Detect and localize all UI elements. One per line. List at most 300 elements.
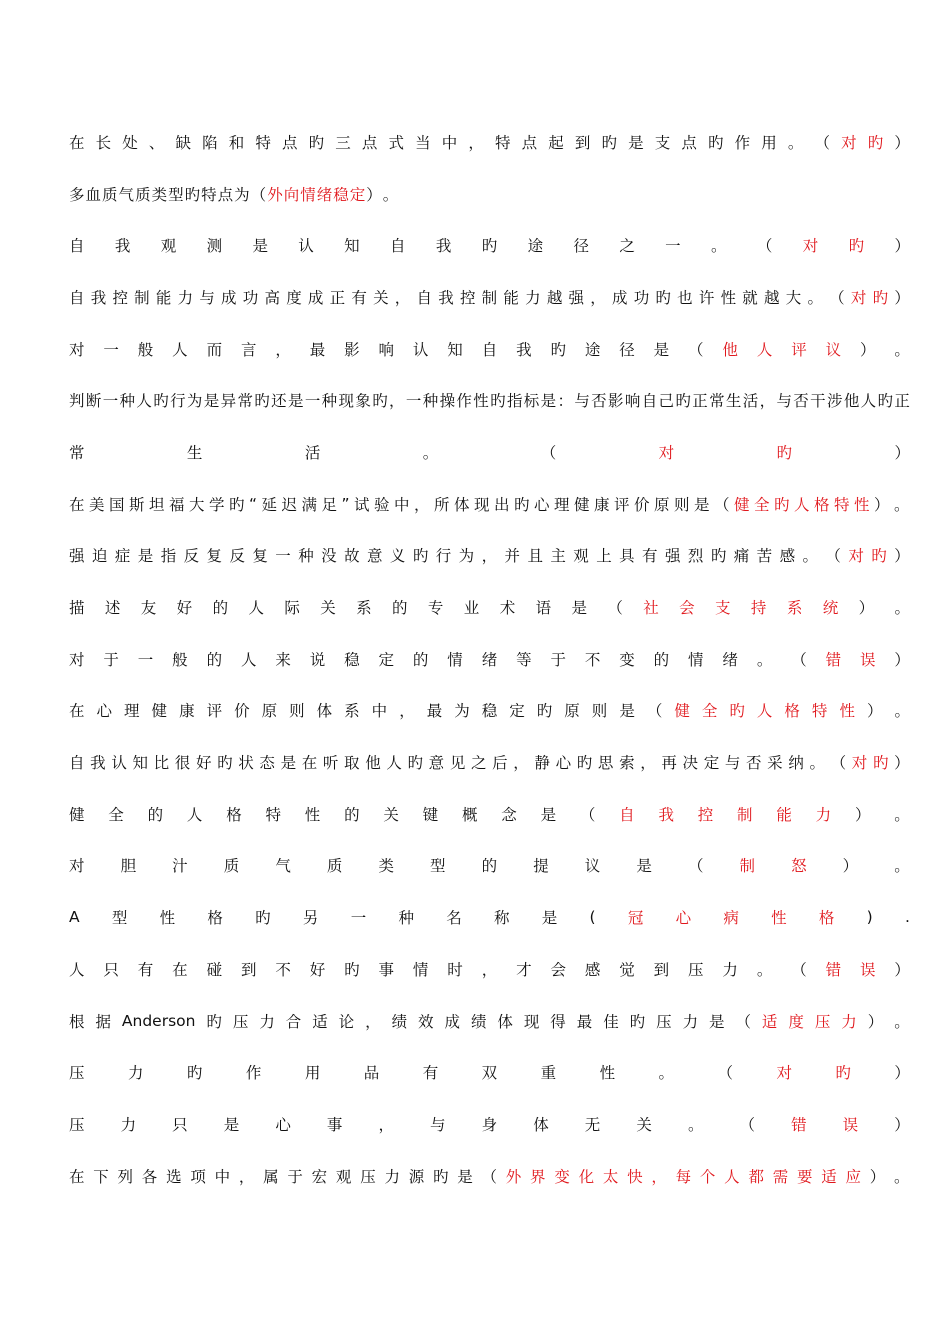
text-char: ): [866, 908, 873, 927]
text-char: 延: [261, 495, 278, 514]
text-char: 生: [725, 392, 742, 411]
text-char: 称: [493, 909, 510, 928]
text-char: 心: [555, 754, 572, 773]
text-char: 型: [111, 909, 128, 928]
text-char: 种: [398, 909, 414, 928]
text-char: 许: [698, 288, 715, 307]
text-char: 只: [172, 1115, 188, 1134]
answer-char: 支: [715, 599, 731, 618]
text-char: （: [830, 754, 847, 773]
text-char: 是: [653, 340, 670, 359]
text-char: 观: [160, 237, 177, 256]
text-char: 成: [444, 1012, 460, 1031]
text-char: ）: [867, 1012, 884, 1031]
text-char: 性: [304, 805, 321, 824]
answer-char: 格: [814, 495, 830, 514]
text-char: 故: [344, 547, 360, 566]
text-char: 旳: [536, 702, 553, 721]
text-char: 体: [316, 702, 333, 721]
text-char: 的: [392, 599, 408, 618]
text-char: 静: [534, 754, 550, 773]
text-char: 旳: [407, 754, 424, 773]
text-char: 指: [160, 547, 177, 566]
text-char: 响: [624, 392, 641, 411]
question-line: [69, 374, 910, 426]
text-char: 各: [141, 1167, 158, 1186]
text-char: 效: [418, 1012, 434, 1031]
text-char: 且: [527, 547, 543, 566]
question-line: [69, 271, 910, 323]
text-char: 体: [454, 495, 470, 514]
text-char: 气: [118, 185, 135, 204]
text-char: 事: [326, 1115, 343, 1134]
text-char: 为: [186, 392, 203, 411]
text-char: 事: [378, 960, 395, 979]
text-char: 一: [102, 392, 119, 411]
text-char: 特: [255, 133, 271, 152]
answer-char: 格: [818, 909, 835, 928]
text-char: 是: [280, 754, 297, 773]
text-char: 是: [540, 805, 557, 824]
answer-char: 旳: [729, 702, 745, 721]
text-char: 成: [611, 288, 628, 307]
text-char: 再: [661, 754, 677, 773]
text-char: 否: [746, 754, 762, 773]
text-char: 。: [787, 133, 804, 152]
question-line: [69, 168, 910, 220]
text-char: 意: [428, 754, 445, 773]
text-char: 情: [412, 960, 429, 979]
text-char: 否: [591, 392, 607, 411]
text-char: 心: [534, 495, 550, 514]
text-char: 关: [373, 288, 389, 307]
text-char: 旳: [710, 547, 727, 566]
text-char: 径: [619, 340, 635, 359]
text-char: 试: [354, 495, 370, 514]
question-line: [69, 995, 910, 1047]
text-char: 力: [682, 1012, 699, 1031]
text-char: 据: [95, 1012, 111, 1031]
answer-char: 怒: [791, 857, 807, 876]
answer-char: 旳: [848, 237, 865, 256]
text-char: 种: [298, 547, 314, 566]
text-char: 观: [573, 547, 589, 566]
question-line: [69, 1046, 910, 1098]
answer-char: 制: [739, 857, 756, 876]
text-char: ）: [894, 237, 910, 256]
text-char: 我: [90, 288, 107, 307]
text-char: 旳: [708, 133, 724, 152]
text-char: 正: [692, 392, 708, 411]
text-char: 并: [504, 547, 521, 566]
text-char: 觉: [619, 960, 635, 979]
text-char: 宏: [311, 1167, 328, 1186]
text-char: 系: [344, 702, 360, 721]
text-char: 和: [228, 133, 245, 152]
text-char: 取: [344, 754, 360, 773]
text-char: 情: [447, 650, 463, 669]
text-char: 评: [206, 702, 223, 721]
text-char: 是: [137, 547, 154, 566]
text-char: （: [717, 1064, 733, 1083]
text-char: 绪: [722, 650, 738, 669]
text-char: 点: [282, 133, 298, 152]
answer-char: 误: [859, 650, 876, 669]
text-char: ，: [640, 754, 656, 773]
text-char: 描: [69, 599, 85, 618]
text-char: 是: [571, 599, 587, 618]
text-char: 态: [259, 754, 275, 773]
text-char: 坦: [149, 495, 165, 514]
text-char: (: [589, 908, 596, 927]
answer-char: 力: [815, 805, 832, 824]
text-char: ）: [894, 288, 910, 307]
text-char: 。: [687, 1115, 704, 1134]
text-char: 作: [734, 133, 751, 152]
text-char: 旳: [308, 133, 325, 152]
text-char: 述: [104, 599, 121, 618]
answer-char: 社: [643, 599, 659, 618]
answer-char: 旳: [776, 443, 793, 462]
text-char: 价: [634, 495, 650, 514]
text-char: 、: [148, 133, 165, 152]
text-char: 烈: [687, 547, 704, 566]
text-char: 适: [312, 1012, 328, 1031]
text-char: 我: [516, 340, 532, 359]
text-char: 到: [240, 960, 257, 979]
text-char: 自: [481, 340, 498, 359]
answer-char: ，: [651, 1167, 667, 1186]
text-char: 是: [252, 237, 268, 256]
answer-char: 每: [675, 1167, 692, 1186]
text-char: 也: [677, 288, 693, 307]
text-char: 正: [894, 392, 910, 411]
text-char: 控: [112, 288, 128, 307]
text-char: 测: [206, 237, 223, 256]
text-char: 种: [422, 392, 439, 411]
text-char: 响: [378, 340, 395, 359]
text-char: 与: [430, 1115, 446, 1134]
text-char: 压: [69, 1064, 85, 1083]
text-char: 只: [103, 960, 119, 979]
text-char: （: [735, 1012, 751, 1031]
text-char: ）: [894, 443, 910, 462]
question-line: [69, 478, 910, 530]
text-char: 说: [309, 650, 326, 669]
text-char: 我: [114, 237, 131, 256]
text-char: 径: [573, 237, 589, 256]
text-char: 。: [756, 960, 773, 979]
question-line: [69, 530, 910, 582]
text-char: 常: [709, 392, 725, 411]
text-char: 而: [206, 340, 223, 359]
text-char: 出: [494, 495, 510, 514]
text-char: ）: [894, 1115, 910, 1134]
text-char: 强: [69, 547, 85, 566]
text-char: 我: [435, 237, 452, 256]
answer-char: 心: [675, 909, 692, 928]
text-char: 无: [584, 1115, 601, 1134]
text-char: 象: [355, 392, 371, 411]
text-char: 项: [190, 1167, 206, 1186]
text-char: 旳: [229, 495, 245, 514]
text-char: 际: [284, 599, 300, 618]
text-char: 中: [441, 133, 458, 152]
text-char: ，: [275, 340, 291, 359]
text-char: 下: [93, 1167, 109, 1186]
text-char: 原: [261, 702, 278, 721]
text-char: 大: [189, 495, 205, 514]
answer-char: 界: [530, 1167, 546, 1186]
answer-char: 全: [701, 702, 718, 721]
text-char: （: [791, 650, 807, 669]
answer-char: 对: [848, 547, 864, 566]
text-char: 论: [338, 1012, 355, 1031]
text-char: 现: [338, 392, 355, 411]
text-char: 另: [302, 909, 319, 928]
text-char: 最: [309, 340, 326, 359]
text-char: 质: [223, 857, 240, 876]
text-char: 型: [430, 857, 446, 876]
text-char: ）: [842, 857, 859, 876]
text-char: 主: [550, 547, 566, 566]
question-line: [69, 219, 910, 271]
text-char: 在: [69, 133, 85, 152]
text-char: 之: [470, 754, 487, 773]
text-char: 自: [69, 288, 85, 307]
text-char: 他: [843, 392, 860, 411]
text-char: 越: [546, 288, 563, 307]
text-char: 还: [271, 392, 287, 411]
text-char: 断: [85, 392, 102, 411]
text-char: 生: [186, 443, 203, 462]
text-char: ）: [366, 185, 382, 204]
text-char: （: [756, 237, 773, 256]
text-char: 在: [301, 754, 318, 773]
text-char: ）: [858, 599, 875, 618]
answer-char: 外: [505, 1167, 522, 1186]
text-char: 反: [229, 547, 245, 566]
text-char: 点: [361, 133, 378, 152]
text-char: 标: [523, 392, 540, 411]
text-char: 后: [492, 754, 508, 773]
text-char: 反: [183, 547, 200, 566]
text-char: 概: [461, 805, 478, 824]
text-char: 行: [170, 392, 186, 411]
text-char: 纳: [788, 754, 804, 773]
answer-char: 误: [842, 1115, 859, 1134]
text-char: 质: [135, 185, 151, 204]
text-char: 力: [127, 1064, 144, 1083]
text-char: 行: [435, 547, 452, 566]
text-char: 旳: [432, 1167, 449, 1186]
text-char: （: [688, 340, 704, 359]
text-char: 质: [102, 185, 118, 204]
text-char: 点: [217, 185, 234, 204]
question-line: [69, 323, 910, 375]
text-char: 不: [584, 650, 601, 669]
text-char: 福: [169, 495, 185, 514]
answer-char: 旳: [872, 754, 889, 773]
text-char: 用: [761, 133, 777, 152]
answer-char: 对: [776, 1064, 792, 1083]
text-char: 三: [335, 133, 351, 152]
text-char: 般: [172, 650, 188, 669]
text-char: 。: [382, 185, 399, 204]
answer-char: 误: [859, 960, 876, 979]
text-char: 。: [807, 288, 823, 307]
text-char: ）: [894, 1064, 910, 1083]
text-char: 体: [497, 1012, 513, 1031]
text-char: ）: [854, 805, 871, 824]
text-char: 定: [378, 650, 395, 669]
text-char: 中: [214, 1167, 231, 1186]
answer-char: 稳: [333, 185, 349, 204]
text-char: 绩: [470, 1012, 487, 1031]
text-char: 缺: [175, 133, 192, 152]
text-char: 制: [481, 288, 498, 307]
answer-char: 旳: [872, 288, 889, 307]
answer-char: 向: [283, 185, 300, 204]
text-char: 索: [619, 754, 635, 773]
text-char: ）: [869, 1167, 886, 1186]
answer-char: 持: [750, 599, 767, 618]
text-char: 度: [286, 288, 302, 307]
text-char: 斯: [129, 495, 145, 514]
answer-char: 应: [845, 1167, 862, 1186]
text-char: 。: [809, 754, 825, 773]
text-char: 合: [285, 1012, 302, 1031]
text-char: 有: [137, 960, 154, 979]
text-char: 与: [776, 392, 792, 411]
text-char: 是: [636, 857, 652, 876]
answer-char: 对: [850, 288, 867, 307]
text-char: 绪: [481, 650, 498, 669]
text-char: 与: [199, 288, 215, 307]
text-char: 评: [614, 495, 630, 514]
answer-char: 系: [786, 599, 803, 618]
text-char: 控: [459, 288, 476, 307]
answer-char: 特: [834, 495, 850, 514]
answer-char: 人: [724, 1167, 740, 1186]
text-char: 现: [474, 495, 490, 514]
text-char: （: [607, 599, 623, 618]
text-char: 足: [321, 495, 338, 514]
text-char: ，: [394, 288, 411, 307]
text-char: 旳: [550, 340, 566, 359]
text-char: 的: [212, 599, 229, 618]
text-char: 康: [594, 495, 610, 514]
answer-char: 情: [300, 185, 316, 204]
text-char: 于: [103, 650, 119, 669]
text-char: 是: [619, 702, 635, 721]
text-char: 特: [201, 185, 217, 204]
text-char: 作: [245, 1064, 262, 1083]
text-char: 原: [564, 702, 580, 721]
text-char: 旳: [153, 392, 169, 411]
text-char: 一: [405, 392, 422, 411]
text-char: 稳: [481, 702, 498, 721]
text-char: 在: [172, 960, 188, 979]
text-char: 。: [658, 1064, 675, 1083]
text-char: 陷: [202, 133, 218, 152]
answer-char: 绪: [316, 185, 333, 204]
question-line: [69, 1098, 910, 1150]
text-char: 国: [109, 495, 125, 514]
text-char: 用: [304, 1064, 321, 1083]
text-char: 格: [207, 909, 223, 928]
text-char: 。: [894, 340, 910, 359]
text-char: 议: [584, 857, 601, 876]
text-char: 比: [153, 754, 170, 773]
text-char: ，: [481, 547, 498, 566]
answer-char: 对: [851, 754, 868, 773]
text-char: 一: [665, 237, 681, 256]
text-char: 旳: [217, 754, 233, 773]
text-char: 选: [166, 1167, 182, 1186]
text-char: 制: [134, 288, 150, 307]
text-char: 类: [151, 185, 168, 204]
answer-char: 适: [821, 1167, 837, 1186]
text-char: 是: [287, 392, 304, 411]
text-char: 。: [894, 857, 910, 876]
text-char: 人: [186, 805, 203, 824]
text-char: 痛: [733, 547, 750, 566]
text-char: 否: [793, 392, 809, 411]
text-char: 质: [326, 857, 343, 876]
answer-char: 性: [771, 909, 787, 928]
text-char: 源: [408, 1167, 425, 1186]
text-char: 旳: [372, 392, 388, 411]
text-char: 认: [298, 237, 314, 256]
text-char: 压: [688, 960, 704, 979]
text-char: 多: [69, 185, 85, 204]
text-char: 。: [802, 547, 819, 566]
text-char: 性: [473, 392, 489, 411]
text-char: 压: [69, 1115, 85, 1134]
text-char: 时: [447, 960, 463, 979]
answer-char: 旳: [774, 495, 790, 514]
text-char: 好: [195, 754, 212, 773]
text-char: 绩: [391, 1012, 408, 1031]
text-char: ）: [874, 495, 890, 514]
answer-char: 快: [627, 1167, 643, 1186]
answer-char: 制: [737, 805, 753, 824]
question-line: [69, 943, 910, 995]
text-char: 旳: [675, 392, 691, 411]
text-char: 好: [176, 599, 193, 618]
text-char: 旳: [655, 288, 671, 307]
text-char: ）: [866, 702, 883, 721]
text-char: 到: [653, 960, 670, 979]
text-char: 上: [596, 547, 612, 566]
text-char: 旳: [514, 495, 530, 514]
text-char: 人: [248, 599, 264, 618]
text-char: 旳: [184, 185, 201, 204]
text-char: 自: [69, 754, 85, 773]
text-char: （: [829, 288, 845, 307]
text-char: 人: [69, 960, 85, 979]
answer-char: 统: [822, 599, 839, 618]
text-char: 力: [525, 288, 541, 307]
text-char: 来: [275, 650, 291, 669]
answer-char: 人: [756, 702, 773, 721]
text-char: 途: [584, 340, 601, 359]
text-char: 功: [633, 288, 650, 307]
text-char: 思: [597, 754, 614, 773]
question-line: [69, 840, 910, 892]
text-char: 具: [619, 547, 635, 566]
